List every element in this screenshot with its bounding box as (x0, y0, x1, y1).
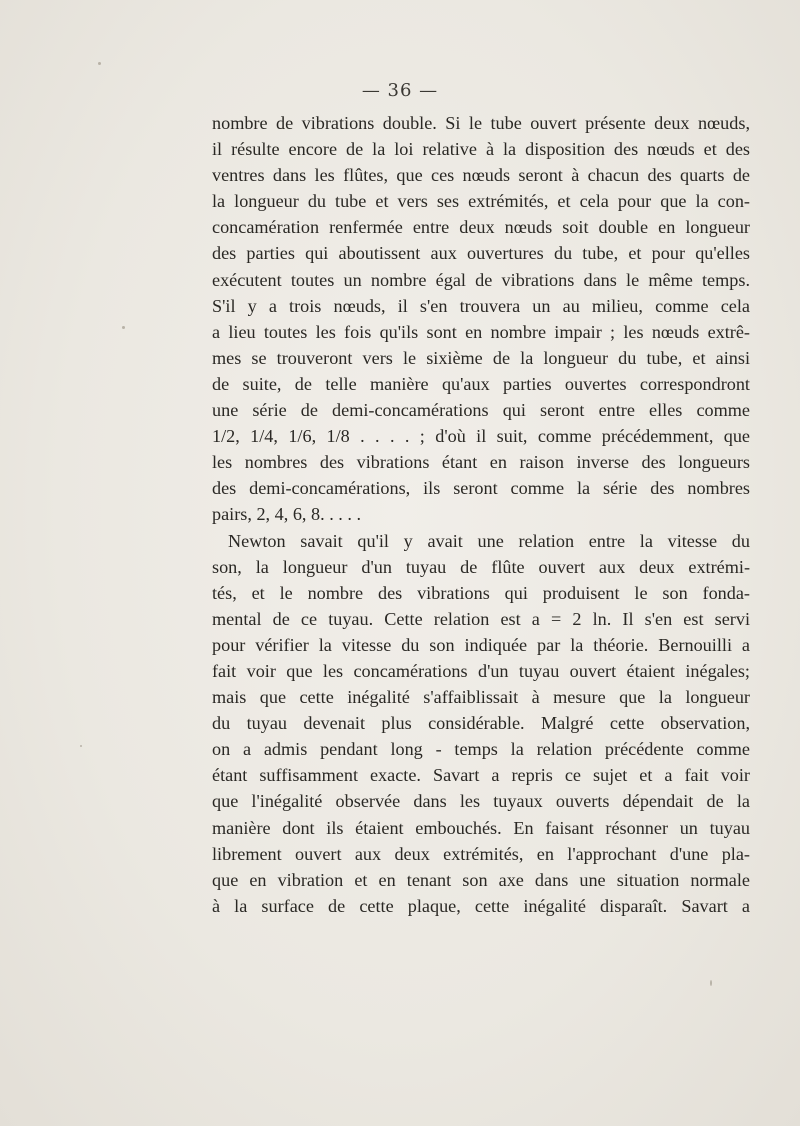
paper-speck (122, 326, 125, 329)
page-number: — 36 — (361, 80, 439, 101)
text-line: mes se trouveront vers le sixième de la longueur du tube, et ainsi (212, 347, 750, 368)
text-line: son, la longueur d'un tuyau de flûte ouvert aux deux extrémi- (212, 556, 750, 577)
text-line: nombre de vibrations double. Si le tube ouvert présente deux nœuds, (212, 113, 750, 133)
text-line: des demi-concamérations, ils seront comme la série des nombres (212, 478, 750, 499)
text-line: librement ouvert aux deux extrémités, en l'approchant d'une pla- (212, 843, 750, 864)
text-line: exécutent toutes un nombre égal de vibrations dans le même temps. (212, 269, 750, 290)
text-line: des parties qui aboutissent aux ouvertures du tube, et pour qu'elles (212, 243, 750, 264)
text-line: mais que cette inégalité s'affaiblissait à mesure que la longueur (212, 687, 750, 708)
text-line: 1/2, 1/4, 1/6, 1/8 . . . . ; d'où il suit, comme précédemment, que (212, 426, 750, 447)
text-line: que en vibration et en tenant son axe dans une situation normale (212, 869, 750, 890)
text-line: tés, et le nombre des vibrations qui produisent le son fonda- (212, 582, 750, 603)
text-line: de suite, de telle manière qu'aux parties ouvertes correspondront (212, 373, 750, 394)
text-line: étant suffisamment exacte. Savart a repris ce sujet et a fait voir (212, 765, 750, 786)
text-line: fait voir que les concamérations d'un tuyau ouvert étaient inégales; (212, 660, 750, 681)
text-line: que l'inégalité observée dans les tuyaux ouverts dépendait de la (212, 791, 750, 812)
paragraph (212, 528, 750, 919)
text-line: ventres dans les flûtes, que ces nœuds seront à chacun des quarts de (212, 165, 750, 186)
text-line: concamération renfermée entre deux nœuds soit double en longueur (212, 217, 750, 238)
text-line: à la surface de cette plaque, cette inégalité disparaît. Savart a (212, 895, 750, 916)
paragraph (212, 110, 750, 528)
text-line: on a admis pendant long - temps la relation précédente comme (212, 739, 750, 760)
text-line: du tuyau devenait plus considérable. Malgré cette observation, (212, 713, 750, 734)
text-line: Newton savait qu'il y avait une relation entre la vitesse du (228, 530, 750, 551)
text-line: pairs, 2, 4, 6, 8. . . . . (212, 504, 362, 525)
text-line: mental de ce tuyau. Cette relation est a = 2 ln. Il s'en est servi (212, 608, 750, 629)
text-line: il résulte encore de la loi relative à la disposition des nœuds et des (212, 139, 750, 160)
text-line: les nombres des vibrations étant en raison inverse des longueurs (212, 452, 750, 473)
text-line: la longueur du tube et vers ses extrémités, et cela pour que la con- (212, 191, 750, 212)
text-line: manière dont ils étaient embouchés. En faisant résonner un tuyau (212, 817, 750, 838)
text-line: a lieu toutes les fois qu'ils sont en nombre impair ; les nœuds extrê- (212, 321, 750, 342)
paper-speck (710, 980, 712, 986)
text-line: S'il y a trois nœuds, il s'en trouvera un au milieu, comme cela (212, 295, 750, 316)
paper-speck (98, 62, 101, 65)
text-line: pour vérifier la vitesse du son indiquée par la théorie. Bernouilli a (212, 634, 750, 655)
body-text (212, 110, 750, 919)
paper-speck (80, 745, 82, 747)
text-line: une série de demi-concamérations qui seront entre elles comme (212, 400, 750, 421)
